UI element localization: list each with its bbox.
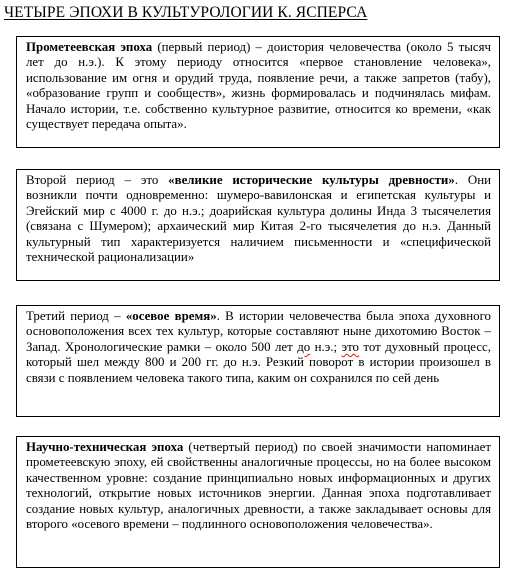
epoch-1-text: (первый период) – доистория человечества (около 5 тысяч лет до н.э.). К этому периоду относится «первое становление человека», использование им огня и орудий труда, появление речи, а также запретов (табу), «образование групп и сообществ», жизнь формировалась и подчинялась мифам. Начало истории, т.е. собственно культурное развитие, относится ко времени, «как существует передача опыта». [26, 40, 491, 132]
spellcheck-mark-eto: это [341, 339, 359, 354]
spellcheck-mark-do: до [297, 339, 311, 354]
epoch-2-text: . Они возникли почти одновременно: шумеро-вавилонская и египетская культуры и Эгейский мир с 4000 г. до н.э.; доарийская культура долины Инда 3 тысячелетия (связана с Шумером); архаический мир Китая 2-го тысячелетия до н.э. Данный культурный тип характеризуется наличием письменности и «специфической технической рационализации» [26, 173, 491, 265]
page-title: ЧЕТЫРЕ ЭПОХИ В КУЛЬТУРОЛОГИИ К. ЯСПЕРСА [4, 4, 368, 21]
epoch-box-3 [16, 305, 500, 417]
epoch-3-name: «осевое время» [125, 309, 217, 323]
epoch-4-text: (четвертый период) по своей значимости напоминает прометеевскую эпоху, ей свойственны аналогичные процессы, но на более высоком качественном уровне: создание принципиально новых информационных и других технологий, открытие новых источников энергии. Данная эпоха подготавливает создание новых культур, аналогичных древности, а также закладывает основы для второго «осевого времени – подлинного основоположения человечества». [26, 440, 491, 532]
epoch-2-name: «великие исторические культуры древности» [168, 173, 455, 187]
epoch-1-name: Прометеевская эпоха [26, 40, 153, 54]
epoch-3-text-c: тот духовный процесс, который шел между 800 и 200 гг. до н.э. Резкий поворот в истории произошел в связи с появлением человека такого типа, каким он сохранился по сей день [26, 339, 491, 385]
epoch-3-lead: Третий период – [26, 309, 126, 323]
epoch-2-lead: Второй период – это [26, 173, 169, 187]
epoch-4-name: Научно-техническая эпоха [26, 440, 184, 454]
epoch-box-2 [16, 169, 500, 281]
epoch-3-text-a: . В истории человечества была эпоха духовного основоположения всех тех культур, которые составляют ныне дихотомию Восток – Запад. Хронологические рамки – около 500 лет [26, 309, 491, 354]
epoch-box-4 [16, 436, 500, 568]
epoch-3-text-b: н.э.; [310, 339, 342, 354]
epoch-box-1 [16, 36, 500, 148]
